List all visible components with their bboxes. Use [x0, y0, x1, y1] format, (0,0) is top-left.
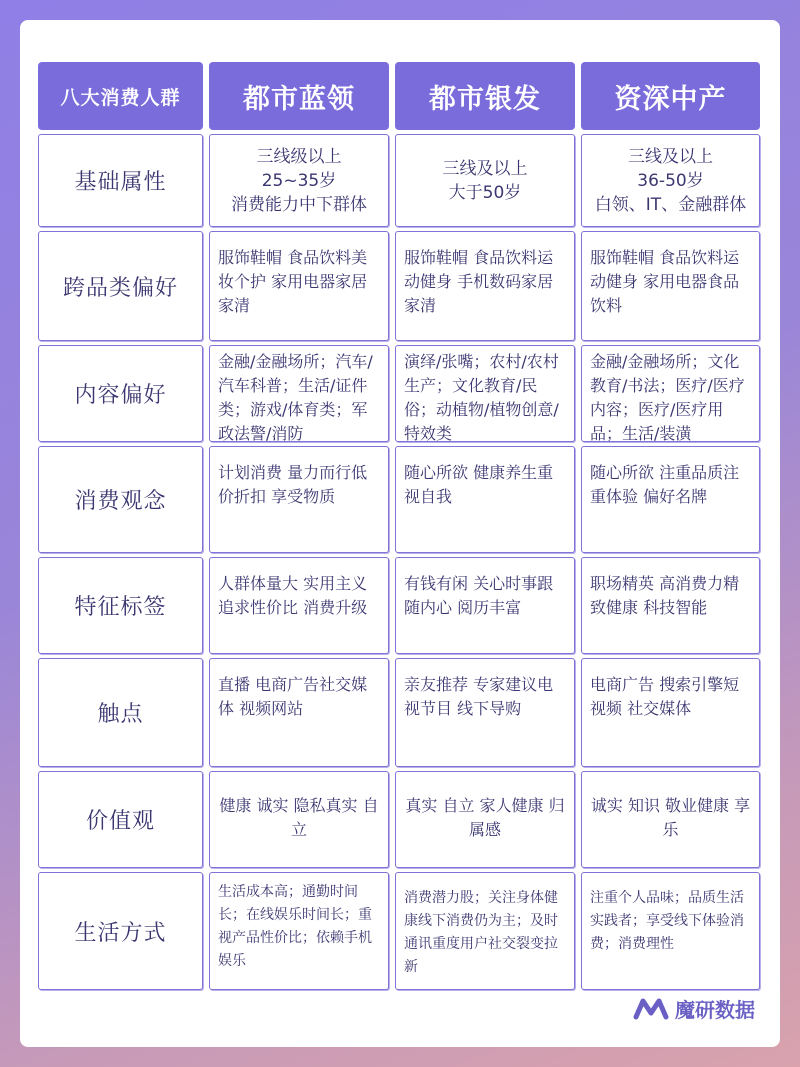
- consumer-table: [38, 62, 760, 990]
- attr-line: 三线级以上: [256, 146, 342, 167]
- content-preference-cell: 金融/金融场所；文化教育/书法；医疗/医疗内容；医疗/医疗用品；生活/装潢: [581, 345, 760, 442]
- basic-attributes-cell: [395, 134, 575, 227]
- header-urban-silver: 都市银发: [395, 62, 575, 130]
- values-cell: 健康 诚实 隐私真实 自立: [209, 771, 389, 868]
- attr-line: 大于50岁: [448, 182, 522, 203]
- values-cell: 真实 自立 家人健康 归属感: [395, 771, 575, 868]
- content-card: [20, 20, 780, 1047]
- feature-tags-cell: 职场精英 高消费力精致健康 科技智能: [581, 557, 760, 654]
- brand-mark-icon: [633, 997, 669, 1021]
- row-label-feature-tags: 特征标签: [38, 557, 203, 654]
- lifestyle-cell: 消费潜力股；关注身体健康线下消费仍为主；及时通讯重度用户社交裂变拉新: [395, 872, 575, 990]
- feature-tags-cell: 人群体量大 实用主义追求性价比 消费升级: [209, 557, 389, 654]
- content-preference-cell: 金融/金融场所；汽车/汽车科普；生活/证件类；游戏/体育类；军政法警/消防: [209, 345, 389, 442]
- attr-line: 白领、IT、金融群体: [594, 194, 747, 215]
- lifestyle-cell: 注重个人品味；品质生活实践者；享受线下体验消费；消费理性: [581, 872, 760, 990]
- consumption-concept-cell: 计划消费 量力而行低价折扣 享受物质: [209, 446, 389, 553]
- header-group-label: 八大消费人群: [38, 62, 203, 130]
- consumption-concept-cell: 随心所欲 健康养生重视自我: [395, 446, 575, 553]
- row-label-content-preference: 内容偏好: [38, 345, 203, 442]
- attr-line: 36-50岁: [637, 170, 704, 191]
- attr-line: 三线及以上: [442, 158, 528, 179]
- values-cell: 诚实 知识 敬业健康 享乐: [581, 771, 760, 868]
- feature-tags-cell: 有钱有闲 关心时事跟随内心 阅历丰富: [395, 557, 575, 654]
- consumption-concept-cell: 随心所欲 注重品质注重体验 偏好名牌: [581, 446, 760, 553]
- header-senior-middle-class: 资深中产: [581, 62, 760, 130]
- category-preference-cell: 服饰鞋帽 食品饮料美妆个护 家用电器家居家清: [209, 231, 389, 341]
- row-label-touchpoints: 触点: [38, 658, 203, 767]
- header-urban-blue-collar: 都市蓝领: [209, 62, 389, 130]
- category-preference-cell: 服饰鞋帽 食品饮料运动健身 家用电器食品饮料: [581, 231, 760, 341]
- basic-attributes-cell: [581, 134, 760, 227]
- brand-name: 魔研数据: [675, 998, 755, 1022]
- attr-line: 消费能力中下群体: [231, 194, 367, 215]
- row-label-lifestyle: 生活方式: [38, 872, 203, 990]
- row-label-category-preference: 跨品类偏好: [38, 231, 203, 341]
- brand-logo: [633, 994, 755, 1023]
- lifestyle-cell: 生活成本高；通勤时间长；在线娱乐时间长；重视产品性价比；依赖手机娱乐: [209, 872, 389, 990]
- row-label-basic-attributes: 基础属性: [38, 134, 203, 227]
- basic-attributes-cell: [209, 134, 389, 227]
- attr-line: 25~35岁: [261, 170, 337, 191]
- touchpoints-cell: 直播 电商广告社交媒体 视频网站: [209, 658, 389, 767]
- touchpoints-cell: 电商广告 搜索引擎短视频 社交媒体: [581, 658, 760, 767]
- category-preference-cell: 服饰鞋帽 食品饮料运动健身 手机数码家居家清: [395, 231, 575, 341]
- row-label-values: 价值观: [38, 771, 203, 868]
- content-preference-cell: 演绎/张嘴；农村/农村生产；文化教育/民俗；动植物/植物创意/特效类: [395, 345, 575, 442]
- touchpoints-cell: 亲友推荐 专家建议电视节目 线下导购: [395, 658, 575, 767]
- attr-line: 三线及以上: [628, 146, 713, 167]
- row-label-consumption-concept: 消费观念: [38, 446, 203, 553]
